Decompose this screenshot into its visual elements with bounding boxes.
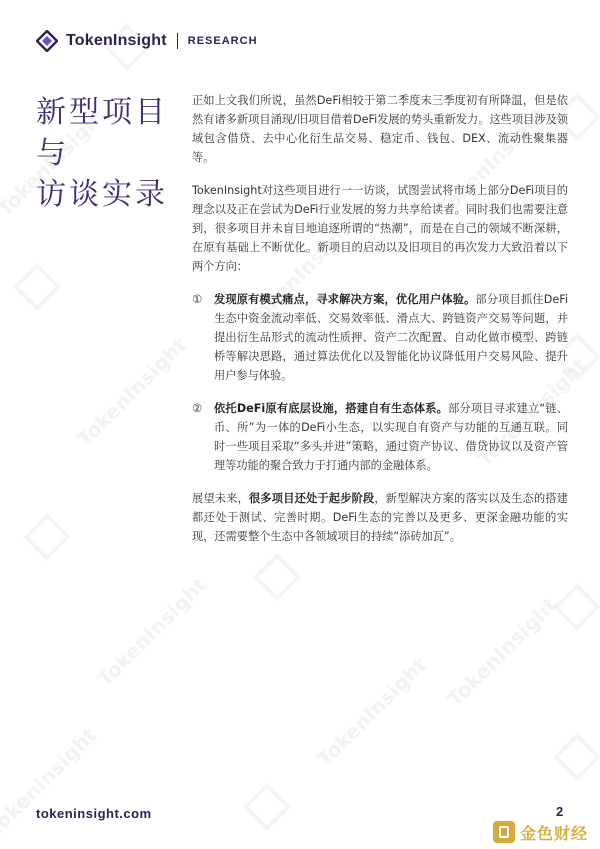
list-heading: 依托DeFi原有底层设施，搭建自有生态体系。 (214, 402, 449, 415)
jinse-logo-icon (493, 821, 515, 843)
outlook-rest: ，新型解决方案的落实以及生态的搭建都还处于测试、完善时期。DeFi生态的完善以及更多、更深金融功能的实现，还需要整个生态中各领域项目的持续“添砖加瓦”。 (192, 492, 568, 543)
watermark-text (73, 333, 192, 452)
list-text (214, 290, 568, 385)
list-description: 部分项目抓住DeFi生态中资金流动率低、交易效率低、滑点大、跨链资产交易等问题，并提出衍生品形式的流动性质押、资产二次配置、自动化做市模型、跨链桥等解决思路，通过算法优化以及智能化协议降低用户交易风险、提升用户参与体验。 (214, 293, 568, 382)
watermark-text (0, 723, 101, 842)
source-watermark-badge (493, 820, 588, 844)
outlook-highlight: 很多项目还处于起步阶段 (249, 492, 375, 505)
footer-url[interactable]: tokeninsight.com (36, 806, 152, 821)
brand-subtitle: RESEARCH (187, 35, 258, 47)
title-line: 访谈实录 (36, 177, 168, 212)
source-watermark-text: 金色财经 (520, 823, 589, 843)
list-description: 部分项目寻求建立“链、币、所”为一体的DeFi小生态，以实现自有资产与功能的互通互联。同时一些项目采取“多头并进”策略，通过资产协议、借贷协议以及资产管理等功能的聚合致力于打通内部的金融体系。 (214, 402, 569, 472)
watermark-logo-icon (243, 783, 291, 831)
outlook-lead: 展望未来， (192, 492, 249, 505)
brand-name: TokenInsight (66, 32, 167, 49)
list-text (214, 399, 568, 475)
page-number: 2 (556, 804, 564, 819)
title-line: 新型项目 (36, 95, 168, 130)
watermark-text (313, 653, 432, 772)
list-marker: ② (192, 402, 203, 415)
header-divider (177, 33, 178, 49)
outlook-paragraph (192, 489, 568, 546)
list-marker: ① (192, 293, 203, 306)
watermark-text (93, 573, 212, 692)
watermark-text (443, 593, 562, 712)
list-item (192, 290, 568, 385)
intro-paragraph: 正如上文我们所说，虽然DeFi相较于第二季度末三季度初有所降温，但是依然有诸多新项目涌现/旧项目借着DeFi发展的势头重新发力。这些项目涉及领域包含借贷、去中心化衍生品交易、稳定币、钱包、DEX、流动性聚集器等。 (192, 94, 568, 164)
watermark-logo-icon (13, 263, 61, 311)
interview-paragraph: TokenInsight对这些项目进行一一访谈，试图尝试将市场上部分DeFi项目的理念以及正在尝试为DeFi行业发展的努力共享给读者。同时我们也需要注意到，很多项目并未盲目地追逐所谓的“热潮”，而是在自己的领域不断深耕，在原有基础上不断优化。新项目的启动以及旧项目的再次发力大致沿着以下两个方向： (192, 184, 568, 273)
watermark-logo-icon (23, 513, 71, 561)
page-header (36, 28, 258, 54)
title-line: 与 (36, 136, 69, 171)
tokeninsight-logo-icon (36, 30, 58, 52)
watermark-logo-icon (253, 553, 301, 601)
list-heading: 发现原有模式痛点，寻求解决方案，优化用户体验。 (214, 293, 476, 306)
watermark-logo-icon (553, 733, 600, 781)
section-title (36, 92, 186, 215)
article-body (192, 91, 568, 560)
list-item (192, 399, 568, 475)
watermark-logo-icon (553, 583, 600, 631)
